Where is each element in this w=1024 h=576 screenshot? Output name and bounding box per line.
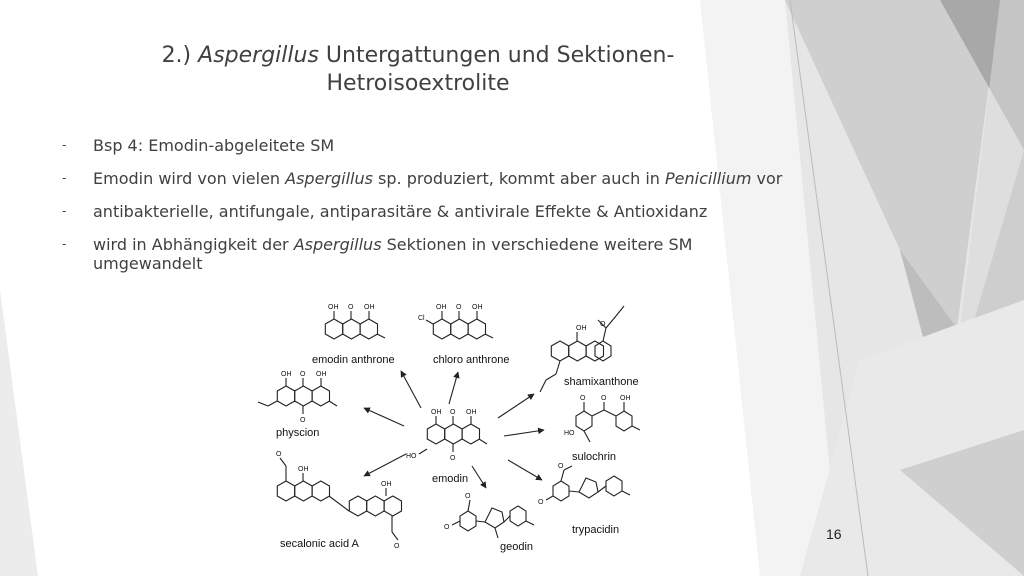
physcion-structure [258, 378, 337, 414]
chloro-anthrone-structure [426, 311, 493, 339]
compound-label: chloro anthrone [433, 354, 510, 366]
bullet-text: Emodin wird von vielen [93, 169, 286, 188]
geodin-structure [452, 500, 534, 538]
emodin-derivatives-figure [246, 296, 666, 558]
compound-label: sulochrin [572, 451, 617, 463]
atom-label: O [276, 451, 282, 458]
compound-label: trypacidin [572, 524, 620, 536]
atom-label: OH [281, 371, 292, 378]
bullet-item [62, 202, 792, 221]
compound-label: geodin [500, 541, 534, 553]
bullet-dash: - [62, 204, 67, 218]
bullet-item [62, 169, 792, 188]
atom-label: O [300, 371, 306, 378]
bullet-text: Bsp 4: Emodin-abgeleitete SM [93, 136, 335, 155]
structure-scheme [246, 296, 666, 558]
trypacidin-structure [546, 466, 630, 501]
bullet-text: antibakterielle, antifungale, antiparasitäre & antivirale Effekte & Antioxidanz [93, 202, 708, 221]
atom-label: HO [564, 430, 575, 437]
bullet-text: Sektionen in verschiedene weitere SM umgewandelt [93, 235, 693, 273]
title-rest: Untergattungen und Sektionen- [318, 43, 675, 68]
atom-label: OH [381, 481, 392, 488]
sulochrin-structure [576, 402, 640, 442]
bullet-list [62, 136, 792, 287]
bullet-dash: - [62, 171, 67, 185]
bullet-dash: - [62, 138, 67, 152]
atom-label: OH [316, 371, 327, 378]
compound-label: emodin anthrone [312, 354, 395, 366]
compound-label: shamixanthone [564, 376, 639, 388]
compound-label: physcion [276, 427, 320, 439]
bullet-genus: Aspergillus [293, 235, 382, 254]
atom-label: OH [364, 304, 375, 311]
emodin-structure [419, 416, 487, 454]
bullet-item [62, 235, 792, 273]
atom-label: OH [436, 304, 447, 311]
atom-label: OH [620, 395, 631, 402]
title-line2: Hetroisoextrolite [326, 71, 510, 96]
page-number: 16 [826, 526, 842, 542]
reaction-arrows [364, 371, 544, 488]
bullet-item [62, 136, 792, 155]
atom-label: O [444, 524, 450, 531]
atom-label: OH [298, 466, 309, 473]
atom-label: O [300, 417, 306, 424]
atom-label: O [450, 455, 456, 462]
atom-label: OH [328, 304, 339, 311]
atom-label: O [456, 304, 462, 311]
emodin-anthrone-structure [325, 311, 385, 339]
atom-label: O [600, 321, 606, 328]
atom-label: OH [466, 409, 477, 416]
compound-label: secalonic acid A [280, 538, 359, 550]
atom-label: O [601, 395, 607, 402]
bullet-genus: Aspergillus [285, 169, 373, 188]
atom-label: Cl [418, 315, 425, 322]
atom-label: HO [406, 453, 417, 460]
atom-label: O [538, 499, 544, 506]
bullet-text: wird in Abhängigkeit der [93, 235, 294, 254]
atom-label: OH [431, 409, 442, 416]
atom-label: O [465, 493, 471, 500]
secalonic-acid-a-structure [277, 458, 401, 540]
bullet-genus: Penicillium [665, 169, 752, 188]
compound-label: emodin [432, 473, 469, 485]
atom-label: OH [472, 304, 483, 311]
atom-label: O [394, 543, 400, 550]
title-genus: Aspergillus [198, 43, 319, 68]
atom-label: OH [576, 325, 587, 332]
bullet-dash: - [62, 237, 67, 251]
bullet-text: vor [751, 169, 783, 188]
atom-label: O [558, 463, 564, 470]
bullet-text: sp. produziert, kommt aber auch in [372, 169, 666, 188]
atom-label: O [450, 409, 456, 416]
atom-label: O [348, 304, 354, 311]
atom-label: O [580, 395, 586, 402]
slide-title [150, 42, 686, 98]
title-prefix: 2.) [161, 43, 199, 68]
